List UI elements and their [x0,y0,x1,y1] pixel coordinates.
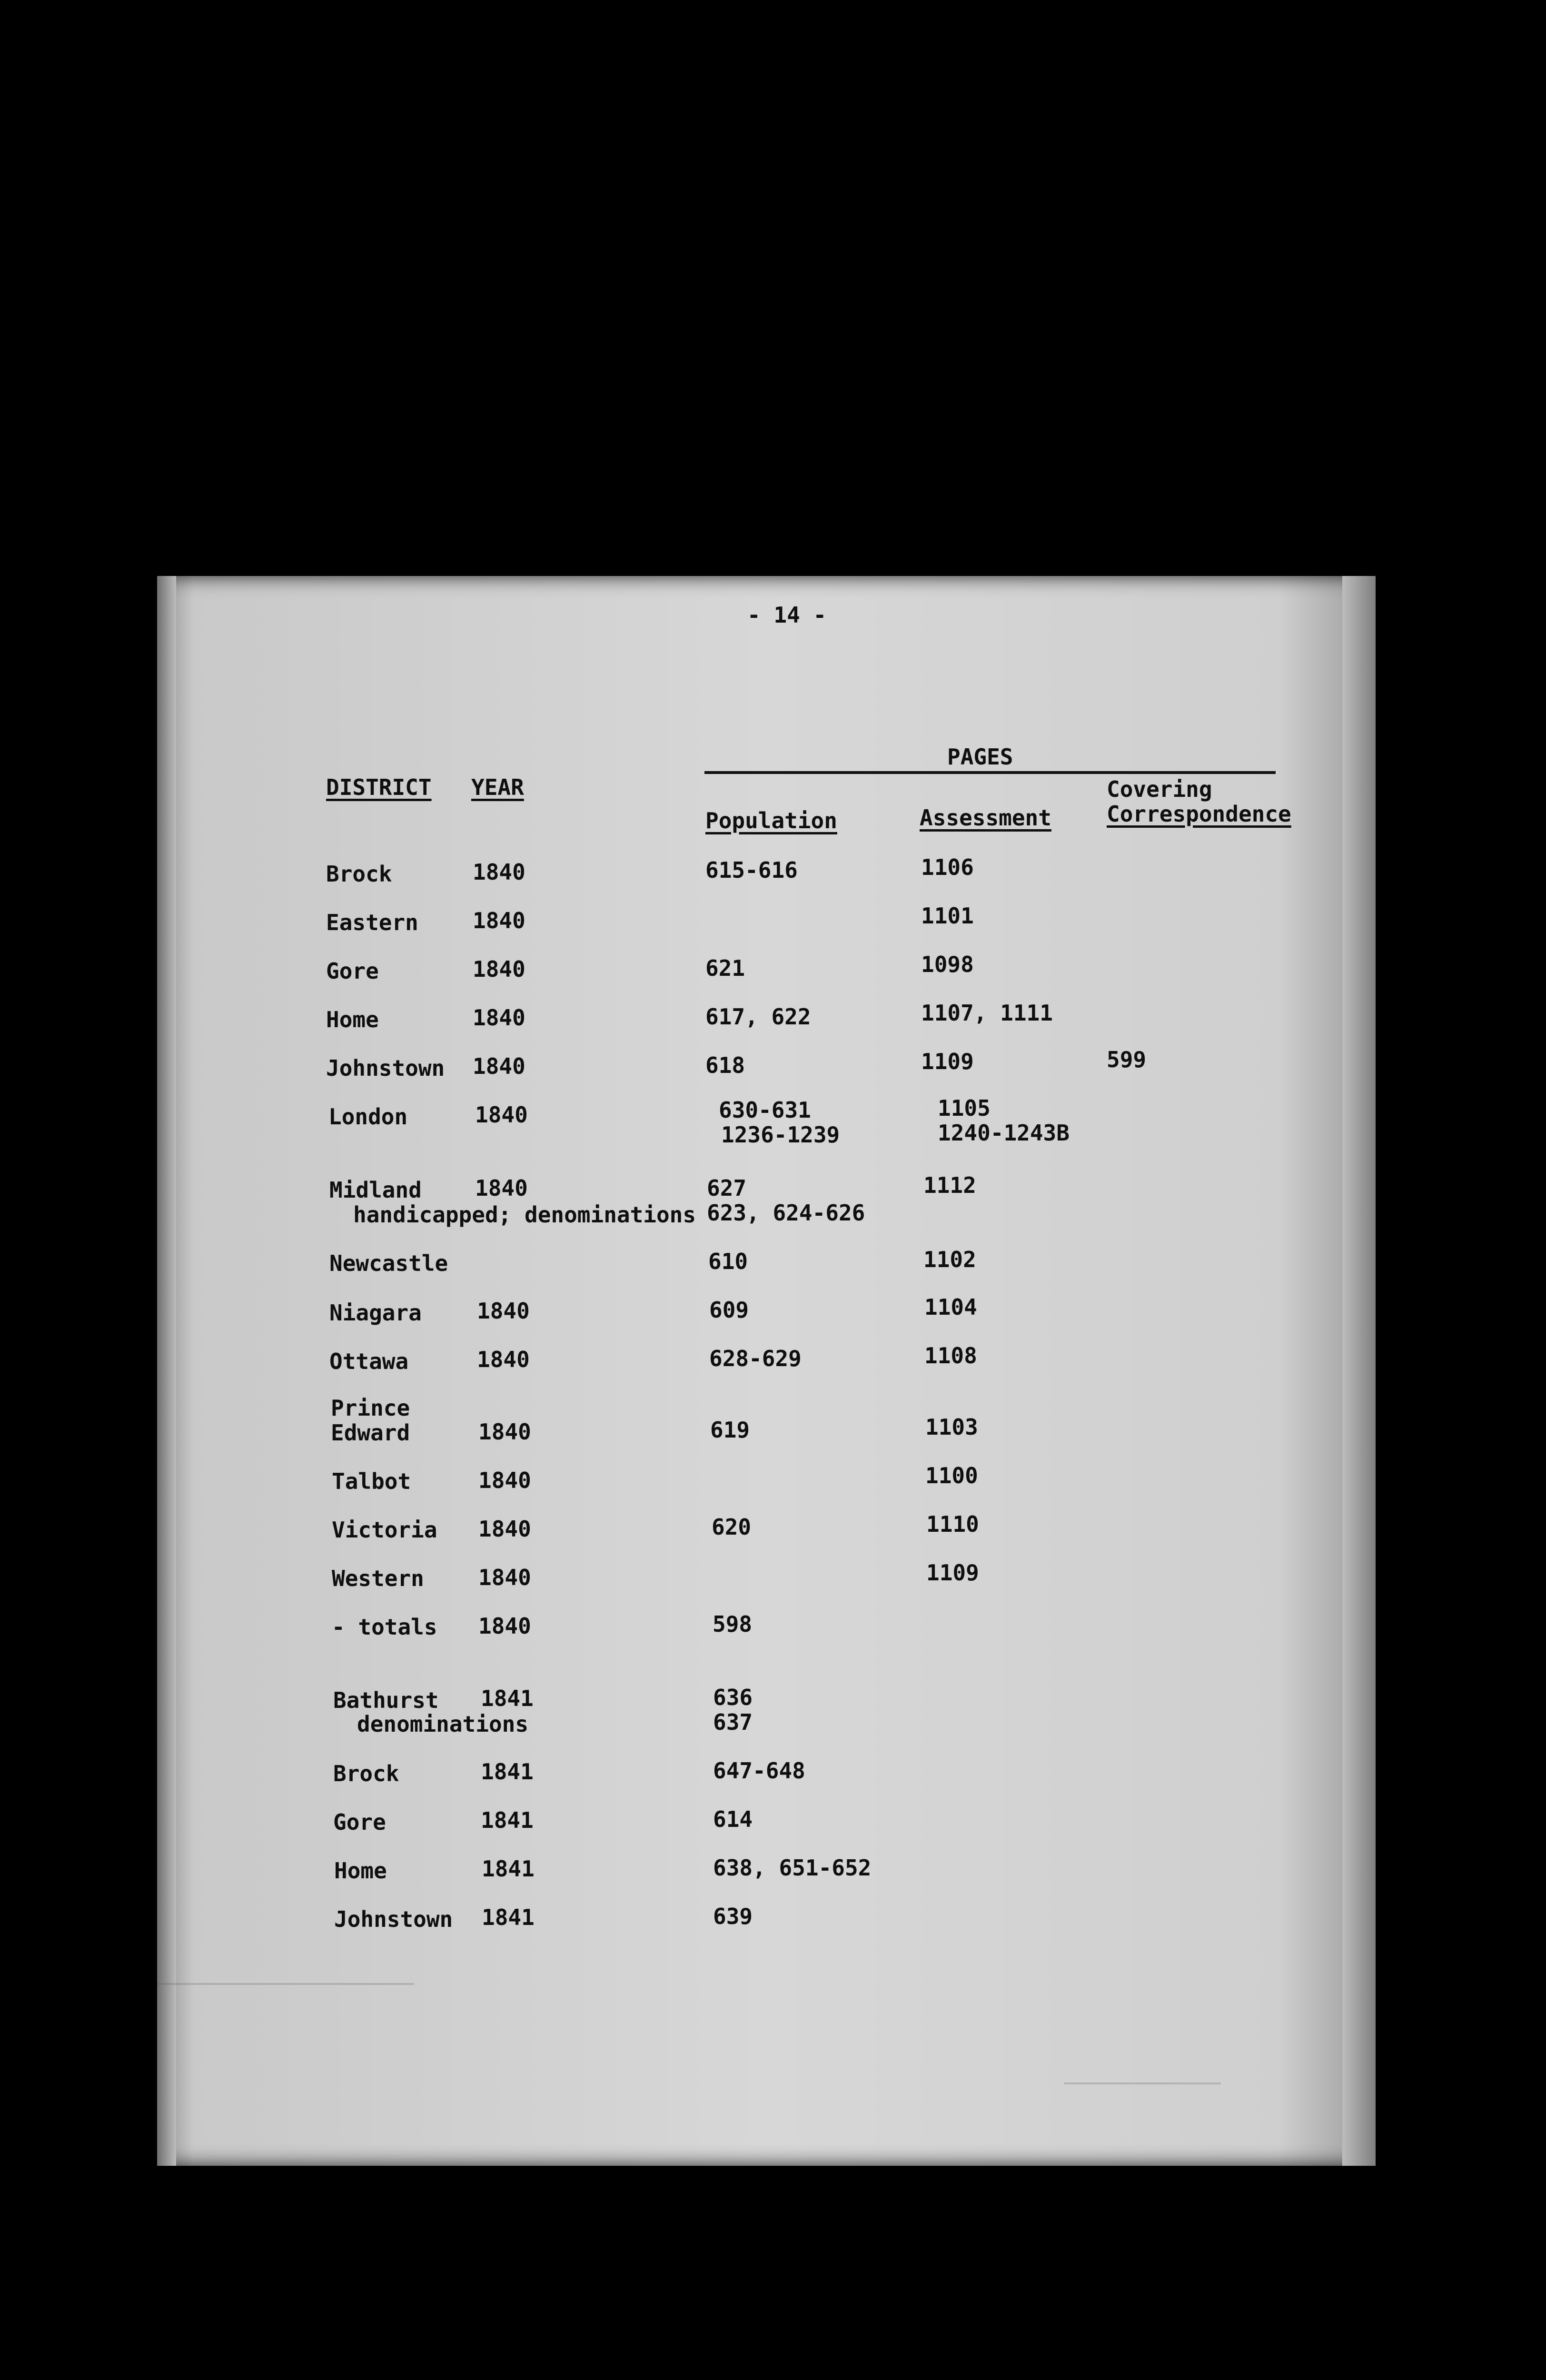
row-year: 1841 [482,1904,535,1930]
row-district: Ottawa [329,1349,409,1374]
row-year: 1840 [477,1298,530,1324]
row-year: 1840 [473,956,525,982]
row-district: Gore [326,958,379,984]
row-assessment: 1103 [925,1414,978,1440]
row-assessment: 1098 [921,952,974,977]
row-covering: 599 [1107,1047,1147,1072]
row-year: 1840 [478,1516,531,1542]
row-year: 1840 [475,1175,528,1201]
row-year: 1840 [477,1347,530,1372]
row-district-note: denominations [357,1711,529,1737]
row-population: 639 [713,1904,753,1929]
row-population: 647-648 [713,1758,805,1784]
row-population-continued: 623, 624-626 [707,1200,865,1226]
row-assessment: 1110 [926,1511,979,1537]
row-population: 638, 651-652 [713,1855,872,1881]
assessment-header: Assessment [920,805,1051,831]
row-assessment: 1101 [921,903,974,929]
row-district: Brock [333,1761,399,1786]
row-year: 1840 [473,859,525,885]
row-district: Victoria [332,1517,437,1543]
row-year: 1840 [478,1468,531,1493]
row-year: 1840 [478,1613,531,1639]
row-district: Eastern [326,910,418,935]
row-population: 598 [713,1611,753,1637]
district-header: DISTRICT [326,774,432,800]
row-district-note: handicapped; denominations [353,1202,696,1228]
row-district-continued: Edward [331,1420,410,1446]
year-header: YEAR [471,774,524,800]
row-assessment-continued: 1240-1243B [938,1120,1070,1146]
page-number: - 14 - [747,602,827,628]
row-year: 1840 [473,1053,525,1079]
row-population-continued: 637 [713,1709,753,1735]
row-population: 621 [705,955,745,981]
row-population: 627 [707,1175,747,1201]
row-population: 610 [708,1249,748,1274]
covering-header-line1: Covering [1107,776,1212,802]
row-district: Gore [333,1809,386,1835]
row-population: 617, 622 [705,1004,811,1030]
row-assessment: 1112 [923,1172,976,1198]
row-population: 614 [713,1806,753,1832]
row-assessment: 1102 [923,1247,976,1272]
page-shadow-left [157,576,176,2166]
row-district: Talbot [332,1468,411,1494]
row-assessment: 1108 [924,1343,977,1368]
row-year: 1840 [478,1419,531,1445]
row-population-continued: 1236-1239 [721,1122,840,1148]
row-district: - totals [332,1614,437,1640]
population-header: Population [705,808,837,833]
scan-artifact [157,1983,414,1985]
row-district: Midland [329,1177,422,1203]
row-district: Home [334,1858,387,1884]
row-assessment: 1106 [921,854,974,880]
row-district: Prince [331,1395,410,1421]
covering-header-line2: Correspondence [1107,801,1291,827]
row-assessment: 1100 [925,1463,978,1488]
pages-header: PAGES [947,744,1013,770]
row-district: Home [326,1007,379,1032]
row-district: Western [332,1566,424,1591]
row-assessment: 1107, 1111 [921,1000,1053,1026]
row-population: 609 [709,1297,749,1323]
row-assessment: 1104 [924,1294,977,1320]
row-district: Johnstown [334,1906,453,1932]
row-population: 630-631 [719,1097,811,1123]
row-population: 636 [713,1685,753,1710]
row-year: 1841 [482,1856,535,1882]
row-district: Niagara [329,1300,422,1326]
row-population: 615-616 [705,857,798,883]
row-year: 1840 [478,1565,531,1590]
scan-artifact [1064,2082,1221,2084]
row-district: London [328,1104,408,1130]
row-assessment: 1109 [921,1049,974,1074]
row-population: 618 [705,1052,745,1078]
row-district: Bathurst [333,1687,439,1713]
row-assessment: 1109 [926,1560,979,1586]
row-district: Brock [326,861,392,887]
row-assessment: 1105 [938,1095,991,1121]
row-year: 1841 [481,1686,534,1711]
page-shadow-right [1342,576,1376,2166]
row-district: Newcastle [329,1250,448,1276]
row-year: 1840 [475,1102,528,1128]
row-population: 620 [712,1514,752,1540]
document-page [157,576,1376,2166]
row-year: 1840 [473,1005,525,1031]
pages-header-rule [704,771,1276,774]
row-year: 1841 [481,1759,534,1785]
row-district: Johnstown [326,1055,445,1081]
row-population: 628-629 [709,1346,802,1371]
row-year: 1841 [481,1807,534,1833]
row-population: 619 [710,1417,750,1443]
row-year: 1840 [473,908,525,933]
